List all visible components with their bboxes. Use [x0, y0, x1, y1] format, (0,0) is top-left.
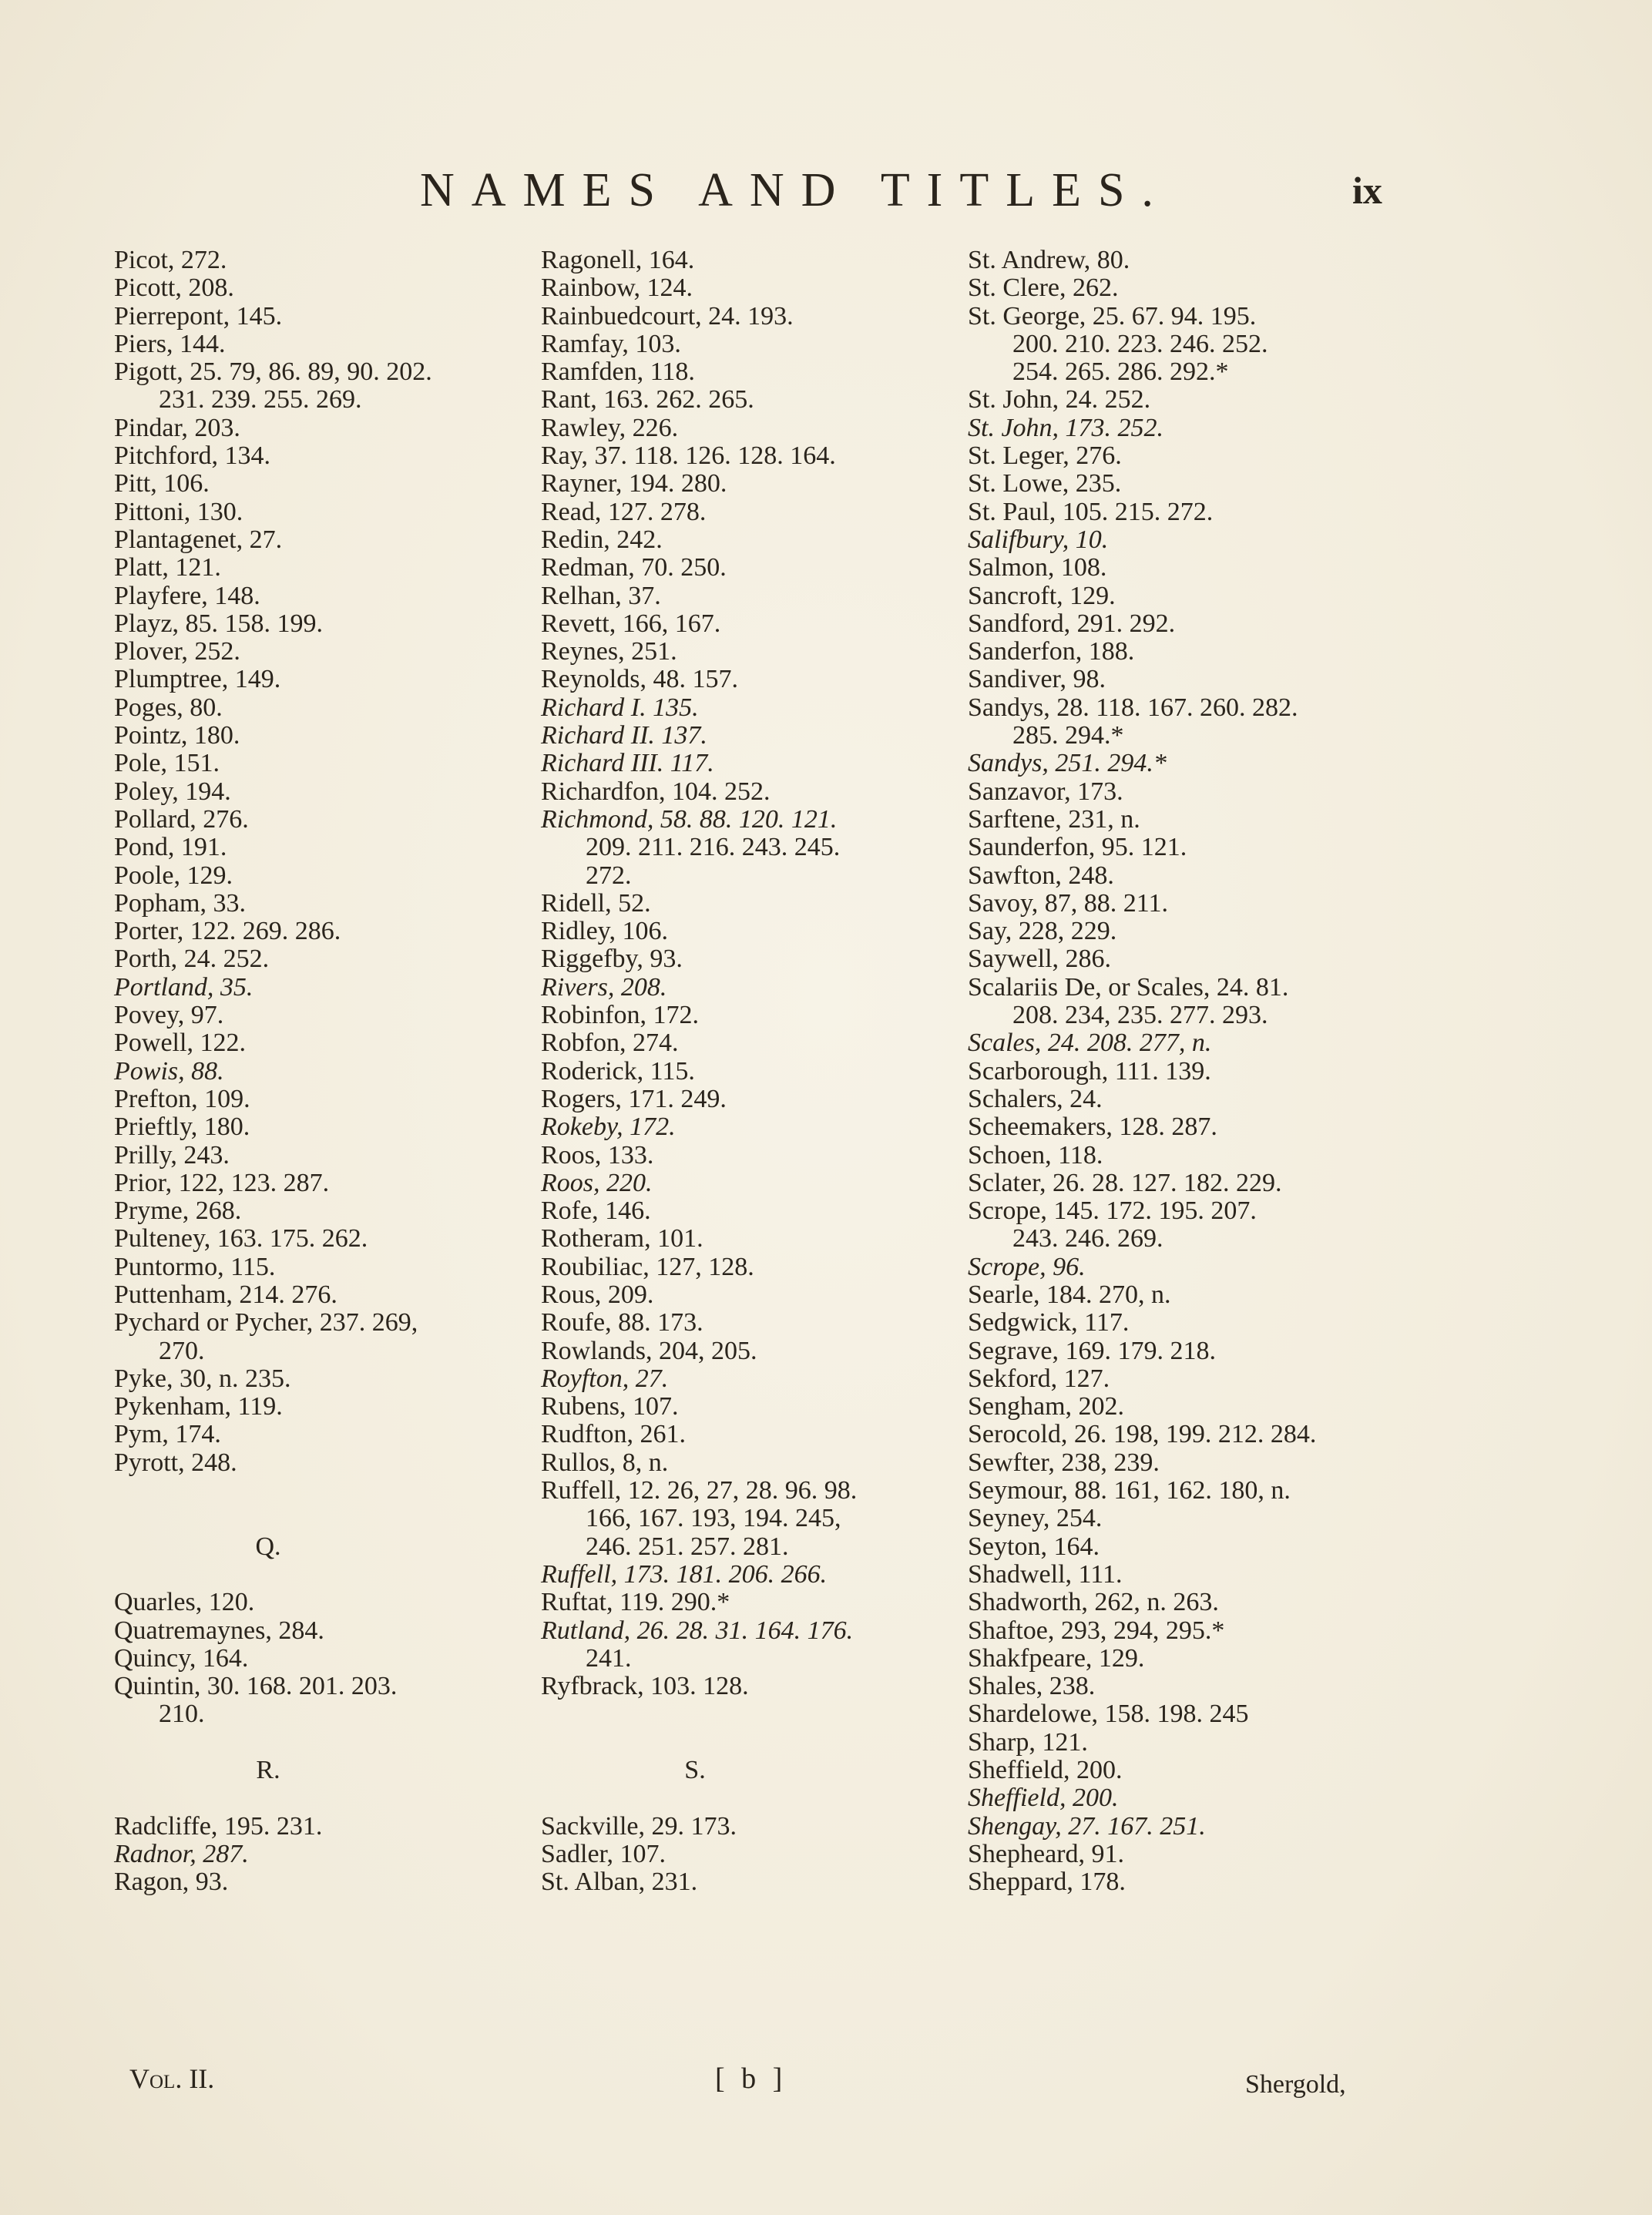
index-entry: Rotheram, 101.	[541, 1224, 703, 1253]
spacer	[114, 1729, 530, 1757]
index-entry: Portland, 35.	[114, 972, 254, 1002]
index-entry: Rokeby, 172.	[541, 1113, 676, 1142]
index-entry: Pindar, 203.	[114, 413, 240, 442]
index-entry: Shakfpeare, 129.	[968, 1643, 1145, 1673]
index-entry: Redin, 242.	[541, 525, 663, 554]
index-entry: St. John, 24. 252.	[968, 385, 1151, 414]
index-entry-continuation: 285. 294.*	[1012, 721, 1124, 750]
index-entry: Quintin, 30. 168. 201. 203.	[114, 1672, 398, 1701]
index-entry: Sandford, 291. 292.	[968, 609, 1176, 638]
index-entry: Sandys, 251. 294.*	[968, 749, 1167, 778]
index-entry: Rogers, 171. 249.	[541, 1084, 727, 1113]
index-entry: Pollard, 276.	[114, 804, 249, 834]
spacer	[114, 1561, 530, 1589]
index-entry: Picot, 272.	[114, 246, 227, 274]
index-entry: Plantagenet, 27.	[114, 525, 283, 554]
index-entry-continuation: 200. 210. 223. 246. 252.	[1012, 329, 1268, 358]
section-letter: S.	[684, 1756, 706, 1785]
index-entry-continuation: 208. 234, 235. 277. 293.	[1012, 1001, 1268, 1030]
index-entry: Scrope, 145. 172. 195. 207.	[968, 1196, 1257, 1226]
index-entry: Sadler, 107.	[541, 1839, 666, 1868]
index-entry: Playfere, 148.	[114, 581, 260, 610]
index-entry: St. John, 173. 252.	[968, 413, 1164, 442]
index-entry-continuation: 210.	[159, 1700, 205, 1729]
index-entry: Ruffell, 12. 26, 27, 28. 96. 98.	[541, 1476, 858, 1505]
spacer	[541, 1729, 961, 1757]
index-entry: Rant, 163. 262. 265.	[541, 385, 754, 414]
index-entry: Revett, 166, 167.	[541, 609, 721, 638]
index-entry: Seymour, 88. 161, 162. 180, n.	[968, 1476, 1291, 1505]
index-entry: Poole, 129.	[114, 861, 233, 890]
index-entry: Pierrepont, 145.	[114, 301, 283, 331]
index-entry: Rowlands, 204, 205.	[541, 1336, 757, 1365]
index-entry: Roderick, 115.	[541, 1056, 695, 1086]
index-entry: Pym, 174.	[114, 1420, 221, 1449]
index-entry: Pyke, 30, n. 235.	[114, 1364, 291, 1393]
running-header	[0, 163, 1652, 217]
page-footer	[0, 2062, 1652, 2108]
index-entry: Savoy, 87, 88. 211.	[968, 888, 1169, 918]
index-entry: Sharp, 121.	[968, 1727, 1088, 1757]
index-entry: Sekford, 127.	[968, 1364, 1110, 1393]
spacer	[114, 1477, 530, 1505]
index-entry: Roubiliac, 127, 128.	[541, 1252, 754, 1281]
index-entry: Richard II. 137.	[541, 721, 707, 750]
index-entry: Sewfter, 238, 239.	[968, 1448, 1160, 1477]
index-entry-continuation: 243. 246. 269.	[1012, 1224, 1163, 1253]
index-entry: Ruftat, 119. 290.*	[541, 1588, 730, 1617]
index-entry: Rawley, 226.	[541, 413, 679, 442]
index-entry: Quatremaynes, 284.	[114, 1616, 324, 1645]
index-entry: Rofe, 146.	[541, 1196, 651, 1226]
signature-mark: [ b ]	[715, 2062, 787, 2095]
index-entry: Shepheard, 91.	[968, 1839, 1125, 1868]
index-entry: St. Lowe, 235.	[968, 469, 1122, 498]
index-entry: Ray, 37. 118. 126. 128. 164.	[541, 441, 836, 471]
index-entry: Pigott, 25. 79, 86. 89, 90. 202.	[114, 357, 432, 387]
index-entry: Sancroft, 129.	[968, 581, 1116, 610]
index-entry: Porter, 122. 269. 286.	[114, 917, 341, 946]
index-entry: Piers, 144.	[114, 329, 226, 358]
index-entry: Robinfon, 172.	[541, 1001, 699, 1030]
index-entry: Pyrott, 248.	[114, 1448, 237, 1477]
index-entry: Serocold, 26. 198, 199. 212. 284.	[968, 1420, 1317, 1449]
spacer	[541, 1700, 961, 1728]
index-entry: St. Andrew, 80.	[968, 246, 1130, 274]
index-entry: Sheffield, 200.	[968, 1784, 1119, 1813]
spacer	[114, 1784, 530, 1812]
index-entry: Porth, 24. 252.	[114, 945, 270, 974]
index-entry: St. Alban, 231.	[541, 1868, 698, 1897]
index-entry-continuation: 272.	[586, 861, 632, 890]
index-entry: Salifbury, 10.	[968, 525, 1109, 554]
index-entry: Pond, 191.	[114, 833, 227, 862]
index-entry-continuation: 231. 239. 255. 269.	[159, 385, 362, 414]
index-entry: Powell, 122.	[114, 1029, 246, 1058]
index-entry: Shadwell, 111.	[968, 1559, 1123, 1589]
index-entry: Ragonell, 164.	[541, 246, 695, 274]
index-entry: Sawfton, 248.	[968, 861, 1114, 890]
index-entry: Rayner, 194. 280.	[541, 469, 727, 498]
index-entry: Shaftoe, 293, 294, 295.*	[968, 1616, 1225, 1645]
index-entry: Searle, 184. 270, n.	[968, 1280, 1171, 1309]
index-entry-continuation: 246. 251. 257. 281.	[586, 1532, 789, 1561]
index-entry: Scales, 24. 208. 277, n.	[968, 1029, 1212, 1058]
index-entry-continuation: 241.	[586, 1643, 632, 1673]
index-entry: Roos, 133.	[541, 1140, 654, 1170]
index-entry: Pole, 151.	[114, 749, 220, 778]
index-entry: Radcliffe, 195. 231.	[114, 1811, 323, 1841]
index-entry: Scarborough, 111. 139.	[968, 1056, 1211, 1086]
page-title: NAMES AND TITLES.	[420, 164, 1170, 216]
index-entry: Say, 228, 229.	[968, 917, 1117, 946]
index-entry: Scrope, 96.	[968, 1252, 1086, 1281]
index-entry: Plover, 252.	[114, 637, 240, 666]
index-entry: Puttenham, 214. 276.	[114, 1280, 337, 1309]
index-entry: Roos, 220.	[541, 1168, 653, 1197]
index-entry: Prilly, 243.	[114, 1140, 230, 1170]
index-entry: Ruffell, 173. 181. 206. 266.	[541, 1559, 828, 1589]
index-entry-continuation: 270.	[159, 1336, 205, 1365]
index-entry: Sanzavor, 173.	[968, 777, 1123, 806]
index-entry: Ryfbrack, 103. 128.	[541, 1672, 749, 1701]
index-entry: Pointz, 180.	[114, 721, 240, 750]
index-entry: Rudfton, 261.	[541, 1420, 686, 1449]
index-entry-continuation: 254. 265. 286. 292.*	[1012, 357, 1229, 387]
index-entry: Ridley, 106.	[541, 917, 668, 946]
index-entry: Rous, 209.	[541, 1280, 654, 1309]
index-column-left	[114, 247, 530, 1897]
index-entry: Povey, 97.	[114, 1001, 224, 1030]
index-entry: Richardfon, 104. 252.	[541, 777, 771, 806]
index-entry: Rainbow, 124.	[541, 274, 693, 303]
index-entry: Shadworth, 262, n. 263.	[968, 1588, 1219, 1617]
index-entry: Scalariis De, or Scales, 24. 81.	[968, 972, 1289, 1002]
index-entry: Sackville, 29. 173.	[541, 1811, 737, 1841]
index-entry: Reynolds, 48. 157.	[541, 665, 738, 694]
index-entry: Plumptree, 149.	[114, 665, 281, 694]
section-letter: Q.	[255, 1532, 281, 1561]
index-entry: Read, 127. 278.	[541, 497, 707, 526]
index-entry: Puntormo, 115.	[114, 1252, 276, 1281]
index-entry: Segrave, 169. 179. 218.	[968, 1336, 1217, 1365]
index-entry: St. Clere, 262.	[968, 274, 1119, 303]
index-entry: Sheffield, 200.	[968, 1756, 1123, 1785]
index-entry: Saunderfon, 95. 121.	[968, 833, 1187, 862]
index-entry: Shales, 238.	[968, 1672, 1096, 1701]
index-entry: Saywell, 286.	[968, 945, 1112, 974]
spacer	[541, 1784, 961, 1812]
index-entry-continuation: 166, 167. 193, 194. 245,	[586, 1504, 841, 1533]
index-entry-continuation: 209. 211. 216. 243. 245.	[586, 833, 841, 862]
index-entry: Shengay, 27. 167. 251.	[968, 1811, 1206, 1841]
index-entry: Royfton, 27.	[541, 1364, 669, 1393]
index-entry: Schalers, 24.	[968, 1084, 1103, 1113]
index-entry: Sheppard, 178.	[968, 1868, 1126, 1897]
index-entry: Pykenham, 119.	[114, 1392, 283, 1421]
index-entry: Scheemakers, 128. 287.	[968, 1113, 1217, 1142]
catchword: Shergold,	[1245, 2070, 1346, 2099]
index-entry: Pittoni, 130.	[114, 497, 243, 526]
index-entry: Sandys, 28. 118. 167. 260. 282.	[968, 693, 1298, 722]
index-entry: Sandiver, 98.	[968, 665, 1106, 694]
index-column-right	[968, 247, 1399, 1897]
index-entry: Pitchford, 134.	[114, 441, 271, 471]
index-entry: Richard III. 117.	[541, 749, 714, 778]
index-entry: Shardelowe, 158. 198. 245	[968, 1700, 1249, 1729]
index-entry: Quarles, 120.	[114, 1588, 255, 1617]
index-entry: Prefton, 109.	[114, 1084, 250, 1113]
index-entry: Pychard or Pycher, 237. 269,	[114, 1308, 418, 1337]
index-entry: Salmon, 108.	[968, 553, 1107, 582]
index-entry: Pryme, 268.	[114, 1196, 242, 1226]
index-entry: Schoen, 118.	[968, 1140, 1103, 1170]
volume-label: Vol. II.	[129, 2063, 215, 2094]
index-entry: Robfon, 274.	[541, 1029, 679, 1058]
index-entry: Picott, 208.	[114, 274, 234, 303]
index-column-middle	[541, 247, 961, 1897]
index-entry: Redman, 70. 250.	[541, 553, 727, 582]
index-entry: St. Paul, 105. 215. 272.	[968, 497, 1214, 526]
index-entry: Richmond, 58. 88. 120. 121.	[541, 804, 838, 834]
index-entry: Richard I. 135.	[541, 693, 699, 722]
index-entry: Radnor, 287.	[114, 1839, 249, 1868]
index-entry: Prior, 122, 123. 287.	[114, 1168, 330, 1197]
index-entry: Ramfay, 103.	[541, 329, 681, 358]
index-entry: Playz, 85. 158. 199.	[114, 609, 324, 638]
index-entry: Sarftene, 231, n.	[968, 804, 1140, 834]
index-entry: Roufe, 88. 173.	[541, 1308, 703, 1337]
index-entry: Quincy, 164.	[114, 1643, 249, 1673]
section-letter: R.	[256, 1756, 280, 1785]
index-entry: Poley, 194.	[114, 777, 231, 806]
index-entry: Popham, 33.	[114, 888, 246, 918]
index-entry: Sedgwick, 117.	[968, 1308, 1130, 1337]
index-entry: Poges, 80.	[114, 693, 223, 722]
index-entry: Pitt, 106.	[114, 469, 210, 498]
index-entry: Ramfden, 118.	[541, 357, 695, 387]
index-entry: Ridell, 52.	[541, 888, 651, 918]
index-entry: Rainbuedcourt, 24. 193.	[541, 301, 794, 331]
index-entry: Relhan, 37.	[541, 581, 661, 610]
index-entry: Seyney, 254.	[968, 1504, 1103, 1533]
spacer	[114, 1505, 530, 1532]
index-entry: St. Leger, 276.	[968, 441, 1122, 471]
index-entry: Rullos, 8, n.	[541, 1448, 669, 1477]
index-entry: Platt, 121.	[114, 553, 221, 582]
index-entry: St. George, 25. 67. 94. 195.	[968, 301, 1257, 331]
index-entry: Sengham, 202.	[968, 1392, 1125, 1421]
index-entry: Riggefby, 93.	[541, 945, 683, 974]
index-entry: Powis, 88.	[114, 1056, 224, 1086]
index-entry: Rivers, 208.	[541, 972, 667, 1002]
index-entry: Pulteney, 163. 175. 262.	[114, 1224, 368, 1253]
index-entry: Prieftly, 180.	[114, 1113, 250, 1142]
index-entry: Ragon, 93.	[114, 1868, 229, 1897]
page-number: ix	[1352, 169, 1382, 212]
index-entry: Reynes, 251.	[541, 637, 677, 666]
index-entry: Rutland, 26. 28. 31. 164. 176.	[541, 1616, 854, 1645]
index-entry: Sanderfon, 188.	[968, 637, 1135, 666]
index-entry: Sclater, 26. 28. 127. 182. 229.	[968, 1168, 1282, 1197]
index-entry: Rubens, 107.	[541, 1392, 679, 1421]
index-entry: Seyton, 164.	[968, 1532, 1100, 1561]
